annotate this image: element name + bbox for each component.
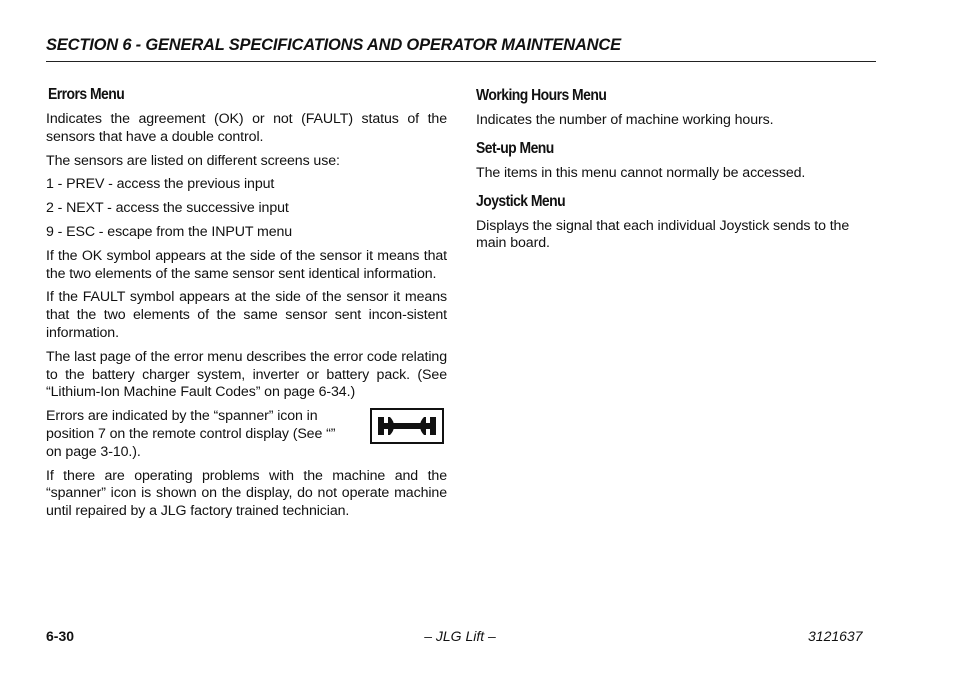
document-number: 3121637 <box>808 628 863 644</box>
spanner-icon <box>376 413 438 439</box>
errors-menu-next-item: 2 - NEXT - access the successive input <box>46 200 289 217</box>
header-rule <box>46 61 876 62</box>
joystick-menu-paragraph: Displays the signal that each individual Joystick sends to the main board. <box>476 217 850 252</box>
errors-menu-last-page-paragraph: The last page of the error menu describes the error code relating to the battery charger system, inverter or battery pack. (See “Lithium-Ion Machine Fault Codes” on page 6-34.) <box>46 348 447 401</box>
errors-menu-fault-paragraph: If the FAULT symbol appears at the side of the sensor it means that the two elements of the same sensor sent incon-sistent information. <box>46 289 447 341</box>
right-column <box>476 86 876 263</box>
joystick-menu-heading: Joystick Menu <box>476 192 566 210</box>
spanner-icon-box <box>370 408 444 444</box>
errors-spanner-paragraph: Errors are indicated by the “spanner” icon in position 7 on the remote control display (See “” on page 3-10.). <box>46 408 336 460</box>
errors-menu-ok-paragraph: If the OK symbol appears at the side of the sensor it means that the two elements of the same sensor sent identical information. <box>46 247 447 282</box>
errors-menu-heading: Errors Menu <box>48 86 125 103</box>
errors-menu-paragraph-1: Indicates the agreement (OK) or not (FAULT) status of the sensors that have a double control. <box>46 111 447 145</box>
errors-operating-problems-paragraph: If there are operating problems with the machine and the “spanner” icon is shown on the display, do not operate machine until repaired by a JLG factory trained technician. <box>46 467 447 520</box>
errors-menu-paragraph-2: The sensors are listed on different screens use: <box>46 152 340 169</box>
setup-menu-heading: Set-up Menu <box>476 139 554 157</box>
setup-menu-paragraph: The items in this menu cannot normally be accessed. <box>476 164 806 181</box>
footer-brand: – JLG Lift – <box>424 628 496 644</box>
errors-menu-esc-item: 9 - ESC - escape from the INPUT menu <box>46 223 293 240</box>
left-column <box>46 86 447 527</box>
errors-menu-prev-item: 1 - PREV - access the previous input <box>46 176 275 193</box>
working-hours-menu-paragraph: Indicates the number of machine working hours. <box>476 112 774 128</box>
working-hours-menu-heading: Working Hours Menu <box>476 87 607 104</box>
page-number: 6-30 <box>46 628 75 644</box>
spanner-icon-row <box>46 408 447 461</box>
section-title: SECTION 6 - GENERAL SPECIFICATIONS AND OPERATOR MAINTENANCE <box>46 36 621 54</box>
